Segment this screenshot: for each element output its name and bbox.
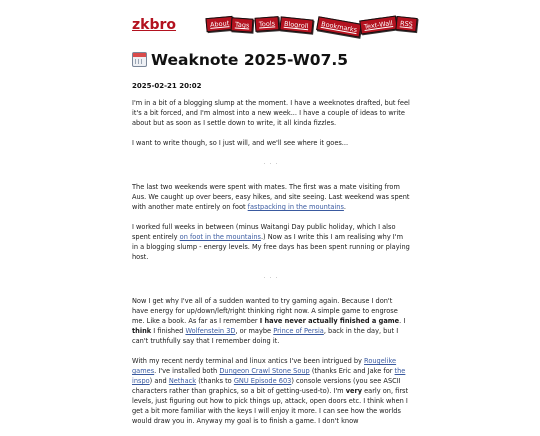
- text: The last two weekends were spent with mates. The first was a mate visiting from Aus. We caught up over beers, easy hikes, and site seeing. Last weekend was spent with another mate entirely on foot: [132, 183, 410, 211]
- text: . I've installed both: [154, 367, 220, 375]
- link-prince-of-persia[interactable]: Prince of Persia: [273, 327, 324, 335]
- nav-tools[interactable]: Tools: [255, 16, 280, 32]
- link-roguelike-games[interactable]: Rougelike games: [132, 357, 397, 375]
- section-separator: . . .: [263, 159, 279, 166]
- post-title: [132, 51, 348, 69]
- link-fastpacking[interactable]: fastpacking in the mountains: [247, 203, 344, 211]
- section-separator: . . .: [263, 273, 279, 280]
- paragraph-gaming: [132, 296, 410, 346]
- text: .: [343, 203, 347, 211]
- post-date: 2025-02-21 20:02: [132, 82, 202, 90]
- nav-blogroll[interactable]: Blogroll: [279, 16, 313, 33]
- nav-bookmarks[interactable]: Bookmarks: [316, 16, 362, 37]
- text: , or maybe: [235, 327, 274, 335]
- text: (thanks Eric and Jake for: [309, 367, 395, 375]
- link-nethack[interactable]: Nethack: [168, 377, 197, 385]
- text: ) and: [149, 377, 169, 385]
- calendar-icon: [132, 52, 147, 67]
- nav-rss[interactable]: RSS: [395, 16, 417, 32]
- text-bold: very: [345, 387, 363, 395]
- link-wolfenstein[interactable]: Wolfenstein 3D: [185, 327, 236, 335]
- text: , back in the day, but I can't truthfully say that I remember doing it.: [132, 327, 399, 345]
- paragraph-roguelike: [132, 356, 410, 426]
- paragraph-write: I want to write though, so I just will, and we'll see where it goes...: [132, 139, 349, 147]
- text: I finished: [151, 327, 186, 335]
- link-dcss[interactable]: Dungeon Crawl Stone Soup: [219, 367, 310, 375]
- text: . I: [399, 317, 406, 325]
- nav-tags[interactable]: Tags: [231, 17, 254, 33]
- link-gnu-episode[interactable]: GNU Episode 603: [233, 377, 292, 385]
- nav-text-wall[interactable]: Text-Wall: [359, 16, 397, 35]
- site-logo-link[interactable]: zkbro: [132, 17, 177, 33]
- site-nav: [206, 13, 466, 53]
- paragraph-work: [132, 222, 410, 262]
- text-bold: I have never actually finished a game: [259, 317, 400, 325]
- text: ) console versions (you see ASCII characters rather than graphics, so a bit of getting-used-to). I'm: [132, 377, 401, 395]
- text: .) Now as I write this I am realising why I'm in a blogging slump - energy levels. My free days has been spent running or playing host.: [132, 233, 410, 261]
- post-body: [132, 98, 410, 436]
- text: I worked full weeks in between (minus Waitangi Day public holiday, which I also spent entirely: [132, 223, 396, 241]
- text: early on, first levels, just figuring out how to pick things up, attack, open doors etc. I think when I get a bit more familiar with the keys I will enjoy it more. I can see how the worlds would draw you in. Anyway my goal is to finish a game. I don't know: [132, 387, 409, 425]
- link-on-foot[interactable]: on foot in the mountains: [179, 233, 261, 241]
- nav-about[interactable]: About: [205, 16, 233, 32]
- paragraph-weekends: [132, 182, 410, 212]
- text: With my recent nerdy terminal and linux antics I've been intrigued by: [132, 357, 365, 365]
- text-bold: think: [132, 327, 152, 335]
- site-header: [132, 13, 422, 43]
- paragraph-intro: I'm in a bit of a blogging slump at the moment. I have a weeknotes drafted, but feel it's a bit forced, and I'm almost into a new week... I have a couple of ideas to write about but as soon as I settle down to write, it all kinda fizzles.: [132, 99, 410, 127]
- text: Now I get why I've all of a sudden wanted to try gaming again. Because I don't have energy for up/down/left/right thinking right now. A simple game to engrose me. Like a book. As far as I remember: [132, 297, 398, 325]
- text: (thanks to: [196, 377, 234, 385]
- post-title-text: Weaknote 2025-W07.5: [151, 51, 349, 69]
- link-the-inspo[interactable]: the inspo: [132, 367, 406, 385]
